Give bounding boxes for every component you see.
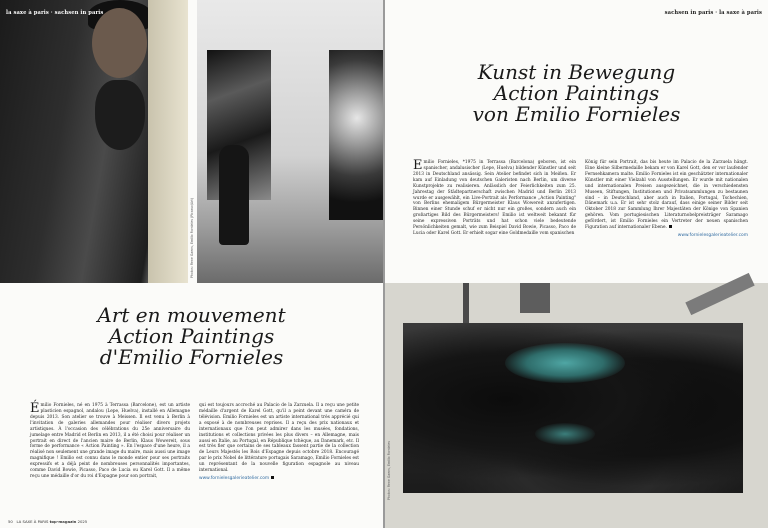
column-text: König für sein Portrait, das bis heute im Palacio de la Zarzuela hängt. Eine kleine Silbermedaille bekam er von Karel Gott, den er vor laufender Fernsehkamera malte. Emilio Fornieles ist ein geschätzter internationaler Künstler mit einer Vielzahl von Ausstellungen. Er wurde mit nationalen und internationalen Preisen ausgezeichnet, die in verschiedensten Museen, Stiftungen, Institutionen und Privatsammlungen zu bestaunen sind – in Deutschland, aber auch in Italien, Portugal, Tschechien, Dänemark u.a. Er ist sehr stolz darauf, dass einige seiner Bilder seit Oktober 2018 zur Sammlung Ihrer Majestäten der Könige von Spanien gehören. Vom portugiesischen Literaturnobelpreisträger Saramago gefördert, ist Emilio Fornieles ein Vertreter der neuen spanischen Figuration auf internationaler Ebene.	[585, 160, 748, 231]
pipe-detail	[520, 283, 550, 313]
text-column-2	[199, 403, 359, 482]
issue-year: 2025	[77, 519, 88, 524]
text-column-1	[413, 160, 576, 239]
left-page	[0, 0, 383, 528]
website-link[interactable]: www.fornielesgalerieatelier.com	[677, 233, 748, 239]
title-line-3: von Emilio Fornieles	[472, 102, 681, 126]
studio-action-photo	[197, 0, 383, 283]
magazine-section: LA SAXE À PARIS	[16, 519, 49, 524]
artist-beard	[95, 80, 145, 150]
text-column-2	[585, 160, 748, 239]
article-title-german	[385, 62, 768, 125]
drop-cap: É	[30, 401, 40, 416]
wall-edge	[148, 0, 188, 283]
drop-cap: E	[413, 158, 423, 173]
artist-face	[92, 8, 147, 78]
running-head-left: la saxe à paris · sachsen in paris	[6, 10, 104, 16]
title-line-1: Kunst in Bewegung	[477, 60, 676, 84]
column-text: milio Fornieles, né en 1975 à Terrassa (Barcelone), est un artiste plasticien espagnol, andalou (Lepe, Huelva), installé en Allemagne depuis 2013. Son atelier se trouve à Meissen. Il est venu à Berlin à l'invitation de galeries allemandes pour réaliser divers projets artistiques. À l'occasion des célébrations du 25e anniversaire du jumelage entre Madrid et Berlin en 2013, il a été choisi pour réaliser un portrait en direct de l'ancien maire de Berlin, Klaus Wowereit, sous forme de performance « Action Painting ». En l'espace d'une heure, il a réalisé non seulement une grande image du maire, mais aussi une image magnifique ! Emilio est connu dans le monde entier pour ses portraits expressifs et a déjà peint de nombreuses personnalités importantes, comme David Bowie, Picasso, Paco de Lucia ou Karel Gott. Il a même reçu une médaille d'or du roi d'Espagne pour son portrait,	[30, 403, 190, 480]
abstract-painting-photo	[385, 283, 768, 528]
page-footer	[8, 519, 87, 524]
column-text: qui est toujours accroché au Palacio de la Zarzuela. Il a reçu une petite médaille d'argent de Karel Gott, qu'il a peint devant une caméra de télévision. Emilio Fornieles est un artiste international très apprécié qui a exposé à de nombreuses reprises. Il a reçu des prix nationaux et internationaux que l'on peut admirer dans les musées, fondations, institutions et collections privées les plus divers – en Allemagne, mais aussi en Italie, au Portugal, en République tchèque, au Danemark, etc. Il est très fier que certains de ses tableaux fassent partie de la collection de Leurs Majestés les Rois d'Espagne depuis octobre 2018. Encouragé par le prix Nobel de littérature portugais Saramago, Emilio Fornieles est un représentant de la nouvelle figuration espagnole au niveau international.	[199, 403, 359, 474]
page-number: 50	[8, 519, 13, 524]
article-body-french	[30, 403, 360, 482]
title-line-3: d'Emilio Fornieles	[99, 345, 284, 369]
photo-credit-left: Photos: Rene Gaens, Emilio Fornieles (Picasso/Art)	[190, 197, 194, 278]
magazine-name: top-magazin	[49, 519, 77, 524]
end-mark	[271, 476, 274, 479]
article-title-french	[0, 305, 383, 368]
photo-credit-right: Photos: Rene Gaens, Emilio Fornieles	[387, 441, 391, 500]
painting-canvas-portrait	[329, 50, 383, 220]
text-column-1	[30, 403, 190, 482]
teal-paint-splash	[535, 423, 595, 445]
title-line-2: Action Paintings	[108, 324, 275, 348]
title-line-1: Art en mouvement	[97, 303, 286, 327]
column-text: milio Fornieles, *1975 in Terrassa (Barcelona) geboren, ist ein spanischer, andalusischer (Lepe, Huelva) bildender Künstler und seit 2013 in Deutschland ansässig. Sein Atelier befindet sich in Meißen. Er kam auf Einladung von deutschen Galeristen nach Berlin, um diverse Kunstprojekte zu realisieren. Anlässlich der Feierlichkeiten zum 25. Jahrestag der Städtepartnerschaft zwischen Madrid und Berlin 2013 wurde er ausgewählt, ein Live-Portrait als Performance „Action Painting" von Berlins ehemaligem Bürgermeister Klaus Wowereit anzufertigen. Binnen einer Stunde schuf er nicht nur ein großes, sondern auch ein großartiges Bild des Bürgermeisters! Emilio ist weltweit bekannt für seine expressiven Porträts und hat schon viele bedeutende Persönlichkeiten gemalt, wie zum Beispiel David Bowie, Picasso, Paco de Lucia oder Karel Gott. Er erhielt sogar eine Goldmedaille vom spanischen	[413, 160, 576, 237]
website-link[interactable]: www.fornielesgalerieatelier.com	[199, 476, 359, 482]
pipe-detail	[463, 283, 469, 323]
running-head-right: sachsen in paris · la saxe à paris	[664, 10, 762, 16]
painter-figure	[219, 145, 249, 245]
title-line-2: Action Paintings	[493, 81, 660, 105]
teal-paint-splash	[505, 343, 625, 383]
artist-portrait-photo	[0, 0, 188, 283]
end-mark	[669, 225, 672, 228]
article-body-german	[413, 160, 749, 239]
pipe-detail	[685, 273, 754, 315]
right-page	[385, 0, 768, 528]
